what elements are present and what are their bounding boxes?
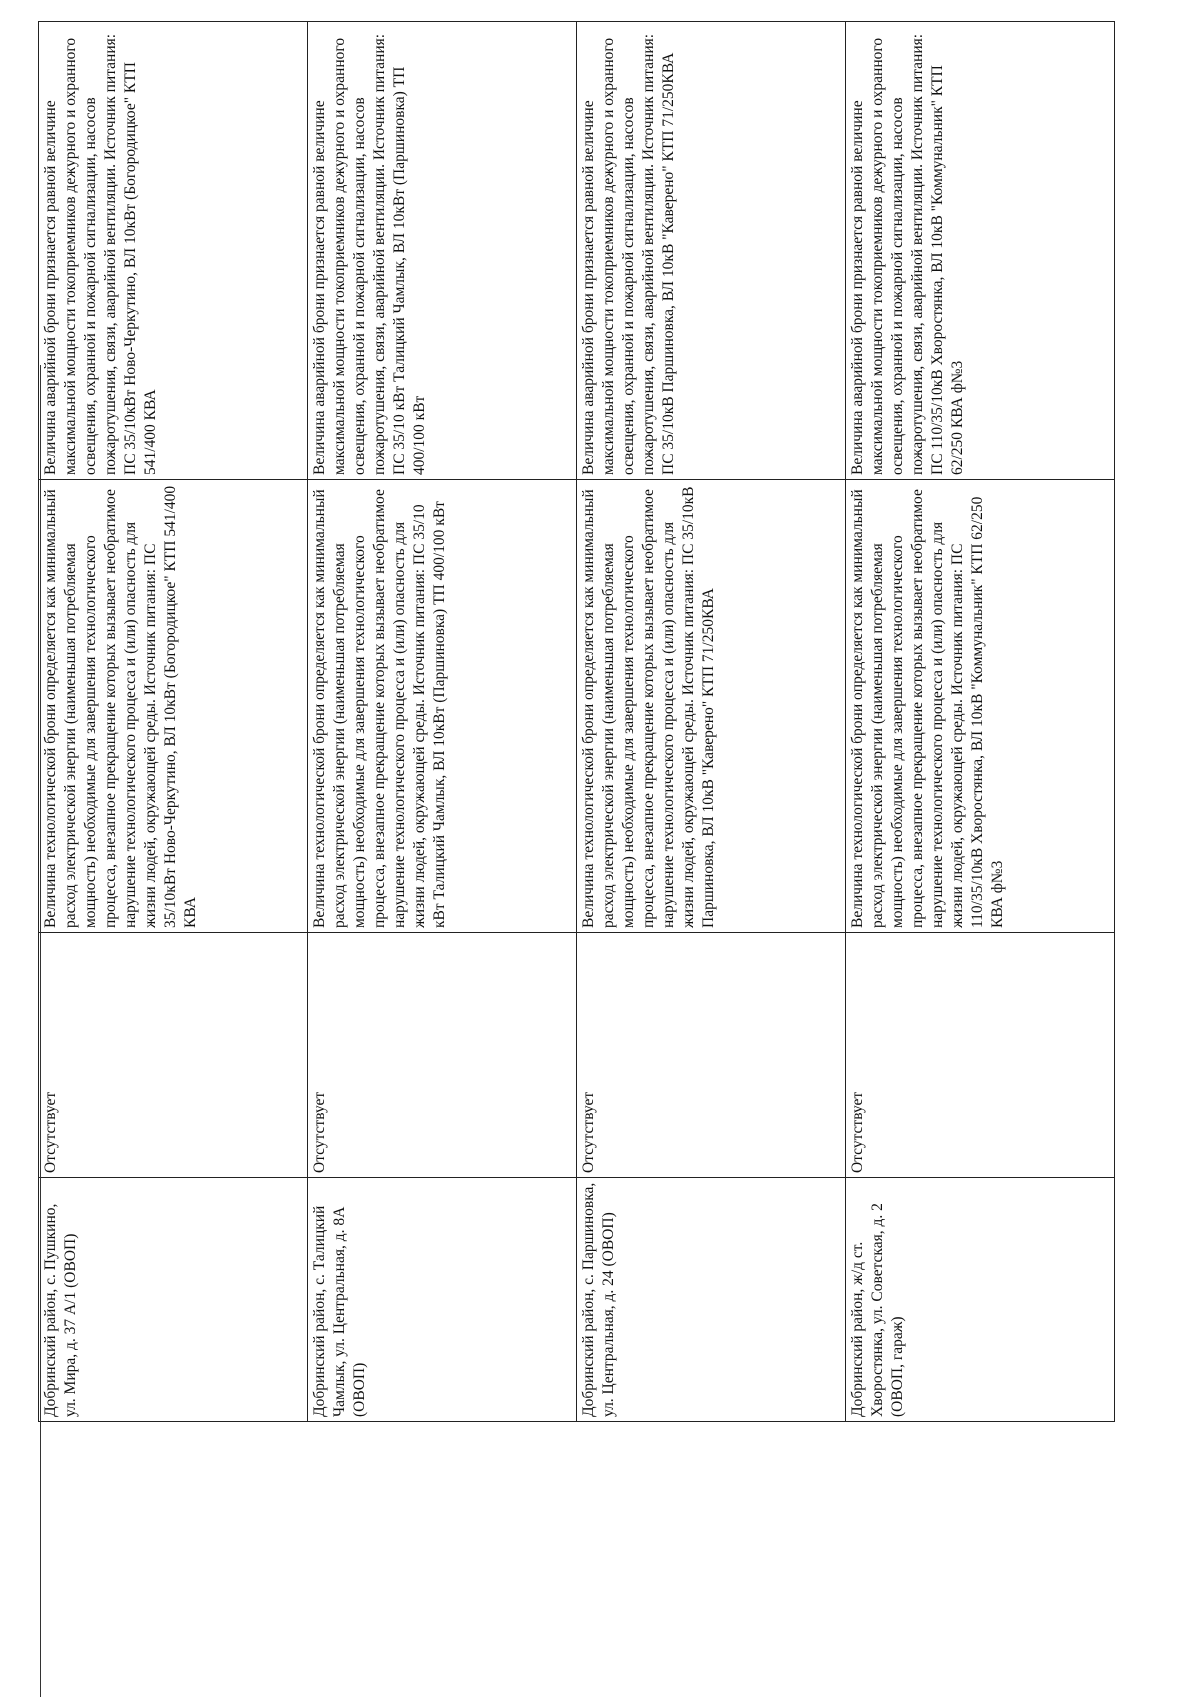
emergency-reserve-cell: Величина аварийной брони признается равной величине максимальной мощности токоприемников дежурного и охранного освещения, охранной и пожарной сигнализации, насосов пожаротушения, связи, аварийной вентиляции. Источник питания: ПС 35/10 кВт Талицкий Чамлык, ВЛ 10кВт (Паршиновка) ТП 400/100 кВт — [308, 22, 577, 480]
technological-reserve-cell: Величина технологической брони определяется как минимальный расход электрической энергии (наименьшая потребляемая мощность) необходимые для завершения технологического процесса, внезапное прекращение которых вызывает необратимое нарушение технологического процесса и (или) опасность для жизни людей, окружающей среды. Источник питания: ПС 35/10кВт Ново-Черкутино, ВЛ 10кВт (Богородицкое" КТП 541/400 КВА — [39, 480, 308, 933]
emergency-reserve-cell: Величина аварийной брони признается равной величине максимальной мощности токоприемников дежурного и охранного освещения, охранной и пожарной сигнализации, насосов пожаротушения, связи, аварийной вентиляции. Источник питания: ПС 35/10кВт Ново-Черкутино, ВЛ 10кВт (Богородицкое" КТП 541/400 КВА — [39, 22, 308, 480]
absent-cell: Отсутствует — [308, 933, 577, 1178]
address-cell: Добринский район, с. Паршиновка, ул. Центральная, д. 24 (ОВОП) — [577, 1178, 846, 1422]
table-row — [308, 22, 577, 1422]
absent-cell: Отсутствует — [846, 933, 1115, 1178]
table-row — [39, 22, 308, 1422]
absent-cell: Отсутствует — [39, 933, 308, 1178]
technological-reserve-cell: Величина технологической брони определяется как минимальный расход электрической энергии (наименьшая потребляемая мощность) необходимые для завершения технологического процесса, внезапное прекращение которых вызывает необратимое нарушение технологического процесса и (или) опасность для жизни людей, окружающей среды. Источник питания: ПС 35/10кВ Паршиновка, ВЛ 10кВ "Каверено" КТП 71/250КВА — [577, 480, 846, 933]
address-cell: Добринский район, с. Пушкино, ул. Мира, д. 37 А/1 (ОВОП) — [39, 1178, 308, 1422]
address-cell: Добринский район, с. Талицкий Чамлык, ул. Центральная, д. 8А (ОВОП) — [308, 1178, 577, 1422]
emergency-reserve-cell: Величина аварийной брони признается равной величине максимальной мощности токоприемников дежурного и охранного освещения, охранной и пожарной сигнализации, насосов пожаротушения, связи, аварийной вентиляции. Источник питания: ПС 35/10кВ Паршиновка, ВЛ 10кВ "Каверено" КТП 71/250КВА — [577, 22, 846, 480]
signature-line — [40, 365, 41, 1437]
table-row — [846, 22, 1115, 1422]
table-row — [577, 22, 846, 1422]
power-reserve-table — [38, 21, 1115, 1422]
technological-reserve-cell: Величина технологической брони определяется как минимальный расход электрической энергии (наименьшая потребляемая мощность) необходимые для завершения технологического процесса, внезапное прекращение которых вызывает необратимое нарушение технологического процесса и (или) опасность для жизни людей, окружающей среды. Источник питания: ПС 35/10 кВт Талицкий Чамлык, ВЛ 10кВт (Паршиновка) ТП 400/100 кВт — [308, 480, 577, 933]
technological-reserve-cell: Величина технологической брони определяется как минимальный расход электрической энергии (наименьшая потребляемая мощность) необходимые для завершения технологического процесса, внезапное прекращение которых вызывает необратимое нарушение технологического процесса и (или) опасность для жизни людей, окружающей среды. Источник питания: ПС 110/35/10кВ Хворостянка, ВЛ 10кВ "Коммунальник" КТП 62/250 КВА ф№3 — [846, 480, 1115, 933]
emergency-reserve-cell: Величина аварийной брони признается равной величине максимальной мощности токоприемников дежурного и охранного освещения, охранной и пожарной сигнализации, насосов пожаротушения, связи, аварийной вентиляции. Источник питания: ПС 110/35/10кВ Хворостянка, ВЛ 10кВ "Коммунальник" КТП 62/250 КВА ф№3 — [846, 22, 1115, 480]
address-cell: Добринский район, ж/д ст. Хворостянка, ул. Советская, д. 2 (ОВОП, гараж) — [846, 1178, 1115, 1422]
absent-cell: Отсутствует — [577, 933, 846, 1178]
